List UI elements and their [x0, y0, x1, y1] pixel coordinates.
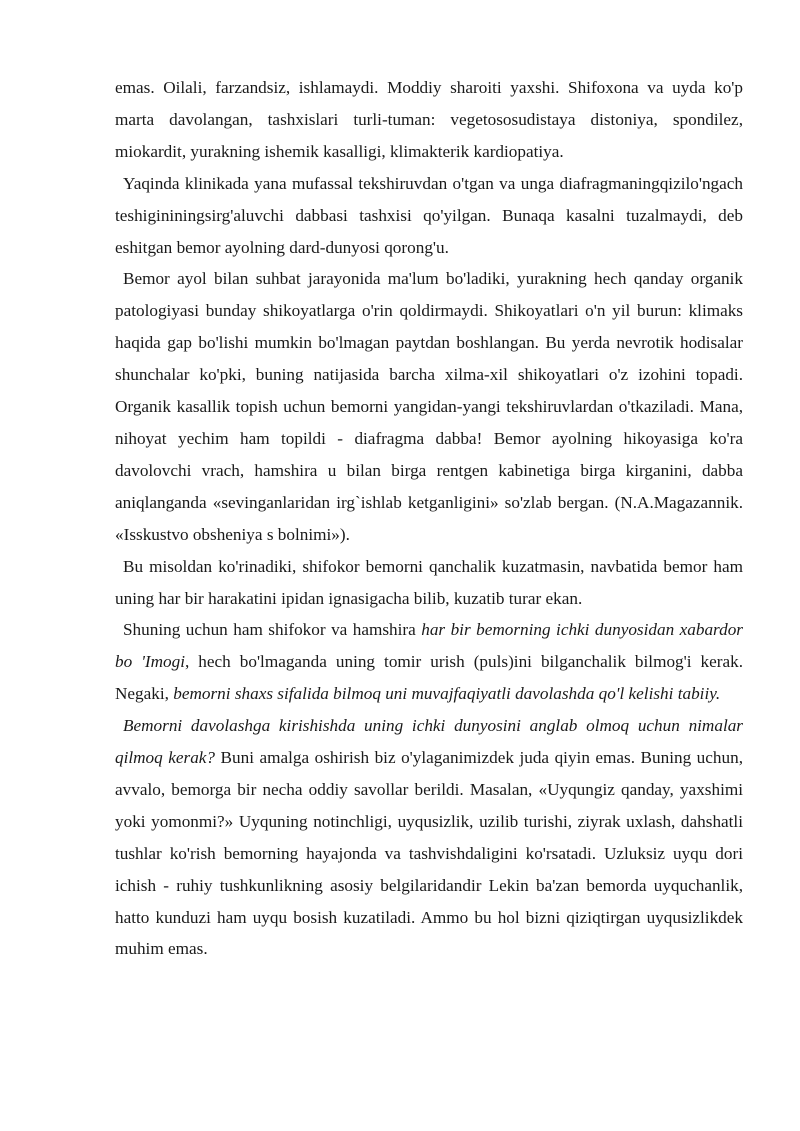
paragraph-1 — [115, 72, 743, 168]
paragraph-text: emas. Oilali, farzandsiz, ishlamaydi. Moddiy sharoiti yaxshi. Shifoxona va uyda ko'p marta davolangan, tashxislari turli-tuman: vegetososudistaya distoniya, spondilez, miokardit, yurakning ishemik kasalligi, klimakterik kardiopatiya. — [115, 78, 743, 161]
italic-emphasis: har bir bemorning ichki dunyosidan xabardor bo 'Imogi — [115, 620, 743, 672]
paragraph-6 — [115, 710, 743, 965]
paragraph-4 — [115, 551, 743, 615]
paragraph-2 — [115, 168, 743, 264]
paragraph-text: Buni amalga oshirish biz o'ylaganimizdek juda qiyin emas. Buning uchun, avvalo, bemorga bir necha oddiy savollar berildi. Masalan, «Uyqungiz qanday, yaxshimi yoki yomonmi?» Uyquning notinchligi, uyqusizlik, uzilib turishi, ziyrak uxlash, dahshatli tushlar ko'rish bemorning hayajonda va tashvishdaligini ko'rsatadi. Uzluksiz uyqu dori ichish - ruhiy tushkunlikning asosiy belgilaridandir Lekin ba'zan bemorda uyquchanlik, hatto kunduzi ham uyqu bosish kuzatiladi. Ammo bu hol bizni qiziqtirgan uyqusizlikdek muhim emas. — [115, 748, 743, 959]
paragraph-text: Yaqinda klinikada yana mufassal tekshiruvdan o'tgan va unga diafragmaningqizilo'ngach teshigininingsirg'aluvchi dabbasi tashxisi qo'yilgan. Bunaqa kasalni tuzalmaydi, deb eshitgan bemor ayolning dard-dunyosi qorong'u. — [115, 173, 743, 257]
paragraph-5 — [115, 614, 743, 710]
paragraph-text: Bemor ayol bilan suhbat jarayonida ma'lum bo'ladiki, yurakning hech qanday organik patologiyasi bunday shikoyatlarga o'rin qoldirmaydi. Shikoyatlari o'n yil burun: klimaks haqida gap bo'lishi mumkin bo'lmagan paytdan boshlangan. Bu yerda nevrotik hodisalar shunchalar ko'pki, buning natijasida barcha xilma-xil shikoyatlari o'z izohini topadi. Organik kasallik topish uchun bemorni yangidan-yangi tekshiruvlardan o'tkaziladi. Mana, nihoyat yechim ham topildi - diafragma dabba! Bemor ayolning hikoyasiga ko'ra davolovchi vrach, hamshira u bilan birga rentgen kabinetiga birga kirganini, dabba aniqlanganda «sevinganlaridan irg`ishlab ketganligini» so'zlab bergan. (N.A.Magazannik. «Isskustvo obsheniya s bolnimi»). — [115, 269, 743, 544]
paragraph-text: Bu misoldan ko'rinadiki, shifokor bemorni qanchalik kuzatmasin, navbatida bemor ham uning har bir harakatini ipidan ignasigacha bilib, kuzatib turar ekan. — [115, 556, 743, 608]
italic-question: Bemorni davolashga kirishishda uning ichki dunyosini anglab olmoq uchun nimalar qilmoq kerak? — [115, 716, 743, 768]
paragraph-3 — [115, 263, 743, 550]
paragraph-text: Shuning uchun ham shifokor va hamshira — [123, 620, 422, 640]
paragraph-text: , hech bo'lmaganda uning tomir urish (puls)ini bilganchalik bilmog'i kerak. Negaki, — [115, 652, 743, 704]
body-text — [115, 72, 743, 965]
italic-emphasis: bemorni shaxs sifalida bilmoq uni muvajfaqiyatli davolashda qo'l kelishi tabiiy. — [173, 684, 721, 704]
